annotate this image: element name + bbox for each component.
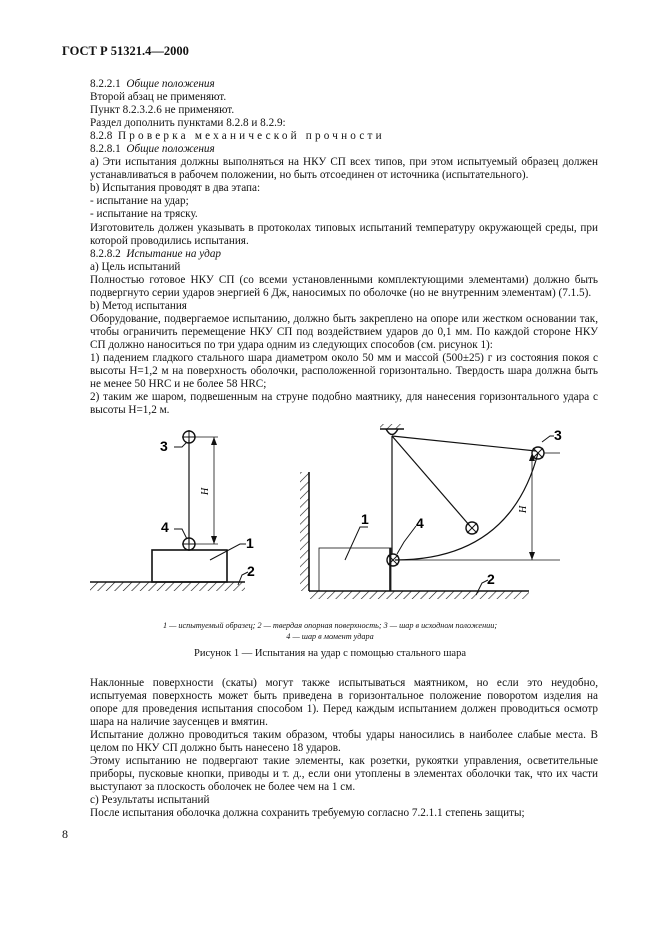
test-sample-outline — [319, 548, 391, 591]
paragraph-report: Изготовитель должен указывать в протоколах типовых испытаний температуру окружающей среды, при которой проводились испытания. — [90, 221, 598, 247]
line-8-2-8: 8.2.8 Проверка механической прочности — [90, 130, 385, 143]
document-header: ГОСТ Р 51321.4—2000 — [62, 44, 189, 58]
height-label-left: H — [200, 487, 211, 495]
paragraph-results-heading: c) Результаты испытаний — [90, 794, 210, 807]
figure-legend — [90, 620, 570, 642]
ground-hatch-left — [90, 582, 245, 591]
paragraph-equipment: Оборудование, подвергаемое испытанию, должно быть закреплено на опоре или жестком основании так, чтобы ограничить перемещение НКУ СП под воздействием ударов до 0,1 мм. По каждой стороне НКУ СП должно наноситься по три удара одним из следующих способов (см. рисунок 1): — [90, 312, 598, 351]
paragraph-b1: - испытание на удар; — [90, 195, 189, 208]
test-sample-box — [152, 550, 227, 582]
paragraph-b: b) Испытания проводят в два этапа: — [90, 182, 261, 195]
paragraph-goal: a) Цель испытаний — [90, 260, 181, 273]
label-1-right: 1 — [361, 511, 369, 527]
paragraph-method-1: 1) падением гладкого стального шара диаметром около 50 мм и массой (500±25) г из состояния покоя с высоты H=1,2 м на поверхность оболочки, расположенной горизонтально. Твердость шара должна быть не менее 50 HRC и не более 58 HRC; — [90, 351, 598, 391]
paragraph-exclusions: Этому испытанию не подвергают такие элементы, как розетки, рукоятки управления, осветительные приборы, пусковые кнопки, приводы и т. д., если они утоплены в элементах оболочки так, что их части выступают за плоскость оболочек не более чем на 1 см. — [90, 755, 598, 794]
pendulum-string-middle — [392, 436, 470, 526]
paragraph-full: Полностью готовое НКУ СП (со всеми установленными комплектующими элементами) должно быть подвергнуто серии ударов энергией 6 Дж, наносимых по оболочке (но не внутренним элементам) (7.1.5). — [90, 273, 598, 299]
paragraph-method: b) Метод испытания — [90, 299, 187, 312]
wall-hatch — [300, 472, 309, 591]
pivot-hook — [386, 429, 398, 435]
pendulum-string-initial — [392, 436, 536, 451]
height-label-right: H — [518, 505, 529, 513]
label-3-right: 3 — [554, 427, 562, 443]
label-3-left: 3 — [160, 438, 168, 454]
paragraph-b2: - испытание на тряску. — [90, 208, 198, 221]
page-number: 8 — [62, 827, 68, 841]
paragraph-a: a) Эти испытания должны выполняться на НКУ СП всех типов, при этом испытуемый образец должен устанавливаться в рабочем положении, но быть отсоединен от источника (испытательного). — [90, 156, 598, 182]
line-8-2-8-1: 8.2.8.1 Общие положения — [90, 143, 215, 156]
legend-line-1: 1 — испытуемый образец; 2 — твердая опорная поверхность; 3 — шар в исходном положении; — [162, 621, 498, 630]
impact-test-figure — [90, 420, 570, 645]
swing-arc — [395, 453, 538, 560]
line-section-add: Раздел дополнить пунктами 8.2.8 и 8.2.9: — [90, 117, 286, 130]
label-1-left: 1 — [246, 535, 254, 551]
line-8-2-8-2: 8.2.8.2 Испытание на удар — [90, 247, 222, 260]
paragraph-method-2: 2) таким же шаром, подвешенным на струне подобно маятнику, для нанесения горизонтального удара с высоты H=1,2 м. — [90, 391, 598, 417]
ground-hatch-right — [309, 591, 529, 599]
paragraph-weak-spots: Испытание должно проводиться таким образом, чтобы удары наносились в наиболее слабые места. В целом по НКУ СП должно быть нанесено 18 ударов. — [90, 729, 598, 755]
label-4-right: 4 — [416, 515, 424, 531]
paragraph-results: После испытания оболочка должна сохранить требуемую согласно 7.2.1.1 степень защиты; — [90, 807, 525, 820]
body-text-after-figure — [90, 677, 598, 821]
body-text — [90, 78, 598, 417]
line-second-paragraph: Второй абзац не применяют. — [90, 91, 227, 104]
legend-line-2: 4 — шар в момент удара — [286, 632, 374, 641]
label-4-left: 4 — [161, 519, 169, 535]
figure-caption: Рисунок 1 — Испытания на удар с помощью стального шара — [194, 648, 466, 659]
line-point: Пункт 8.2.3.2.6 не применяют. — [90, 104, 235, 117]
paragraph-inclined: Наклонные поверхности (скаты) могут также испытываться маятником, но если это неудобно, испытуемая поверхность может быть приведена в горизонтальное положение поворотом изделия на опоре для проведения испытания способом 1). Перед каждым испытанием должен проводиться осмотр шара на наличие заусенцев и вмятин. — [90, 677, 598, 729]
pendulum-test-drawing — [300, 424, 562, 599]
label-2-left: 2 — [247, 563, 255, 579]
drop-test-drawing — [90, 430, 255, 591]
label-2-right: 2 — [487, 571, 495, 587]
line-8-2-2-1: 8.2.2.1 Общие положения — [90, 78, 215, 90]
